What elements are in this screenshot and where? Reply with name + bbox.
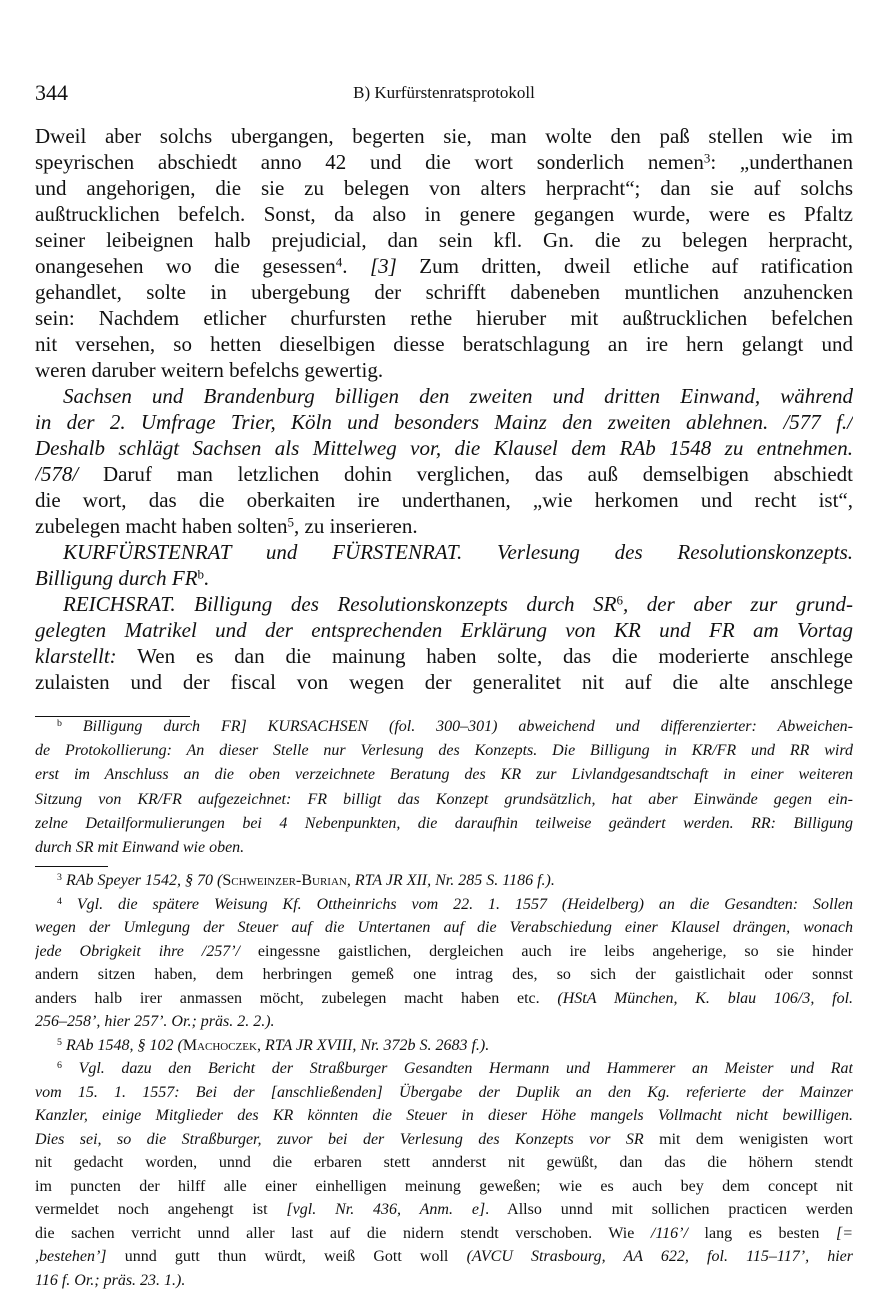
text-line [35,279,853,305]
text-line [35,409,853,435]
text-run: außtrucklichen befelch. Sonst, da also in genere gegangen wurde, were es Pfaltz [35,202,853,226]
text-run: (AVCU Strasbourg, AA 622, fol. 115–117’, hier [466,1248,853,1265]
page-header [35,80,853,108]
text-run: . Allso unnd mit sollichen practicen werden [485,1201,853,1218]
note-marker: 5 [57,1036,62,1048]
main-text [35,123,853,695]
text-run: anders halb irer anmassen möcht, zubelegen macht haben etc. [35,989,558,1007]
text-run: Sitzung von KR/FR aufgezeichnet: FR billigt das Konzept grundsätzlich, hat aber Einwände gegen ein- [35,790,853,808]
text-line [35,869,853,893]
text-run: Dies sei, so die Straßburger, zuvor bei der Verlesung des Konzepts vor SR [35,1130,644,1148]
text-line [35,1128,853,1152]
note-marker: 6 [616,592,623,608]
text-run: nit versehen, so hetten dieselbigen diesse beratschlagung an ire hern gelangt und [35,332,853,356]
text-run: Deshalb schlägt Sachsen als Mittelweg vor, die Klausel dem RAb 1548 zu entnehmen. [35,436,853,460]
text-line [35,357,853,383]
text-run: nit gedacht worden, unnd die erbaren stett annderst nit gewüßt, dan das die höhern stendt [35,1154,853,1171]
text-run: RAb Speyer 1542, § 70 ( [61,872,223,889]
text-run: jede Obrigkeit ihre /257’/ [35,942,241,960]
text-run: Vgl. dazu den Bericht der Straßburger Gesandten Hermann und Hammerer an Meister und Rat [61,1060,853,1077]
text-run: Sachsen und Brandenburg billigen den zweiten und dritten Einwand, während [63,384,853,408]
text-run: KURFÜRSTENRAT und FÜRSTENRAT. Verlesung des Resolutionskonzepts. [63,540,853,564]
text-run: 256–258’, hier 257’. Or.; präs. 2. 2.). [35,1013,275,1030]
text-line [35,916,853,940]
text-run: . [204,566,210,590]
text-run: Zum dritten, dweil etliche auf ratification [396,254,853,278]
text-run: Daruf man letzlichen dohin verglichen, das auß demselbigen abschiedt [78,462,853,486]
text-run: speyrischen abschiedt anno 42 und die wort sonderlich nemen [35,150,704,174]
text-run: (HStA München, K. blau 106/3, fol. [557,989,853,1007]
text-run: vom 15. 1. 1557: Bei der [anschließenden] Übergabe der Duplik an den Kg. referierte der Mainzer [35,1083,853,1101]
text-run: Dweil aber solchs ubergangen, begerten sie, man wolte den paß stellen wie im [35,124,853,148]
text-line [35,539,853,565]
text-run: Machoczek [182,1036,257,1054]
text-run: gehandlet, solte in ubergebung der schrifft dabeneben muntlichen anzuhencken [35,280,853,304]
text-line [35,617,853,643]
note-marker: b [57,718,62,730]
text-run: im puncten der hilff alle einer einhelligen meinung geweßen; wie es auch bey dem concept nit [35,1177,853,1195]
text-run: wegen der Umlegung der Steuer auf die Untertanen auf die Verabschiedung einer Klausel drängen, wonach [35,919,853,936]
text-run: weren daruber weitern befelchs gewertig. [35,358,384,382]
text-line [35,643,853,669]
page-number: 344 [35,80,68,105]
text-line [35,331,853,357]
text-run: und angehorigen, die sie zu belegen von alters herpracht“; dan sie auf solchs [35,176,853,200]
text-run: ,bestehen’] [35,1248,107,1265]
note-marker: 3 [703,150,711,166]
text-run: RAb 1548, § 102 ( [61,1036,183,1054]
text-run: erst im Anschluss an die oben verzeichnete Beratung des KR zur Livlandgesandtschaft in einer weiteren [35,766,853,784]
note-marker: 4 [57,895,62,907]
running-head: B) Kurfürstenratsprotokoll [353,83,535,102]
note-marker: 6 [57,1060,62,1072]
note-marker: 3 [57,872,62,884]
text-line [35,1175,853,1199]
text-line [35,227,853,253]
text-line [35,812,853,836]
text-line [35,893,853,917]
text-run: klarstellt: [35,644,117,668]
text-run: vermeldet noch angehengt ist [35,1201,287,1218]
text-run: zelne Detailformulierungen bei 4 Nebenpunkten, die daraufhin teilweise geändert werden. RR: Billigung [35,814,853,832]
text-run: die sachen verricht unnd aller last auf die nidern stendt verschoben. Wie [35,1224,651,1242]
text-run: [3] [369,254,397,278]
footnotes [35,869,853,1292]
text-line [35,940,853,964]
text-run: onangesehen wo die gesessen [35,254,336,278]
text-run: eingessne gaistlichen, dergleichen auch ire leibs angeherige, so sie hinder [240,942,853,960]
text-line [35,565,853,591]
text-run: . [342,254,370,278]
text-run: gelegten Matrikel und der entsprechenden Erklärung von KR und FR am Vortag [35,618,853,642]
text-run: andern sitzen haben, dem herbringen gemeß one intrag des, so sich der gaistlichait oder sonnst [35,966,853,983]
text-run: RTA JR XVIII, Nr. 372b S. 2683 f.). [264,1036,490,1054]
text-line [35,1034,853,1058]
text-line [35,175,853,201]
text-line [35,1198,853,1222]
text-line [35,487,853,513]
textual-apparatus [35,715,853,860]
text-run: Billigung durch FR] KURSACHSEN (fol. 300–301) abweichend und differenzierter: Abweichen- [61,718,853,735]
text-run: zulaisten und der fiscal von wegen der generalitet nit auf die alte anschlege [35,670,853,694]
text-line [35,836,853,860]
text-line [35,461,853,487]
footnote-divider [35,866,108,867]
text-line [35,1222,853,1246]
text-run: Kanzler, einige Mitglieder des KR könnten die Steuer in dieser Höhe mangels Vollmacht nicht bewilligen. [35,1107,853,1124]
text-run: RTA JR XII, Nr. 285 S. 1186 f.). [354,872,555,889]
text-run: de Protokollierung: An dieser Stelle nur Verlesung des Konzepts. Die Billigung in KR/FR und RR wird [35,742,853,760]
note-marker: 4 [335,254,343,270]
text-line [35,763,853,787]
text-line [35,1269,853,1293]
text-run: , zu inserieren. [294,514,418,538]
text-run: lang es besten [687,1224,836,1242]
text-line [35,1081,853,1105]
text-line [35,739,853,763]
text-run: /116’/ [650,1224,688,1242]
text-line [35,669,853,695]
text-run: : „underthanen [710,150,853,174]
text-line [35,383,853,409]
text-run: , [346,872,355,889]
text-line [35,1104,853,1128]
text-run: REICHSRAT. Billigung des Resolutionskonzepts durch SR [63,592,617,616]
text-run: , der aber zur grund- [622,592,853,616]
text-run: seiner leibeignen halb prejudicial, dan sein kfl. Gn. die zu belegen herpracht, [35,228,853,252]
text-line [35,149,853,175]
note-marker: b [197,566,205,582]
text-run: mit dem wenigisten wort [643,1130,853,1148]
text-run: sein: Nachdem etlicher churfursten rethe hieruber mit außtrucklichen befelchen [35,306,853,330]
text-line [35,1245,853,1269]
text-run: Schweinzer-Burian [222,872,347,889]
text-run: , [256,1036,265,1054]
text-run: [= [835,1224,853,1242]
text-run: die wort, das die oberkaiten ire underthanen, „wie herkomen und recht ist“, [35,488,853,512]
text-run: unnd gutt thun würdt, weiß Gott woll [106,1248,467,1265]
text-run: Vgl. die spätere Weisung Kf. Ottheinrichs vom 22. 1. 1557 (Heidelberg) an die Gesandten: Sollen [61,895,853,913]
text-line [35,1010,853,1034]
text-run: [vgl. Nr. 436, Anm. e] [286,1201,486,1218]
text-line [35,1057,853,1081]
text-line [35,963,853,987]
text-run: Billigung durch FR [35,566,198,590]
text-line [35,435,853,461]
text-line [35,201,853,227]
text-run: in der 2. Umfrage Trier, Köln und besonders Mainz den zweiten ablehnen. /577 f./ [35,410,853,434]
text-line [35,123,853,149]
text-run: zubelegen macht haben solten [35,514,288,538]
text-line [35,253,853,279]
text-line [35,305,853,331]
text-run: durch SR mit Einwand wie oben. [35,838,245,856]
text-run: 116 f. Or.; präs. 23. 1.). [35,1271,186,1289]
text-run: Wen es dan die mainung haben solte, das die moderierte anschlege [116,644,853,668]
text-line [35,591,853,617]
text-line [35,513,853,539]
text-line [35,715,853,739]
text-line [35,788,853,812]
text-line [35,1151,853,1175]
text-run: /578/ [35,462,79,486]
text-line [35,987,853,1011]
note-marker: 5 [287,514,294,530]
